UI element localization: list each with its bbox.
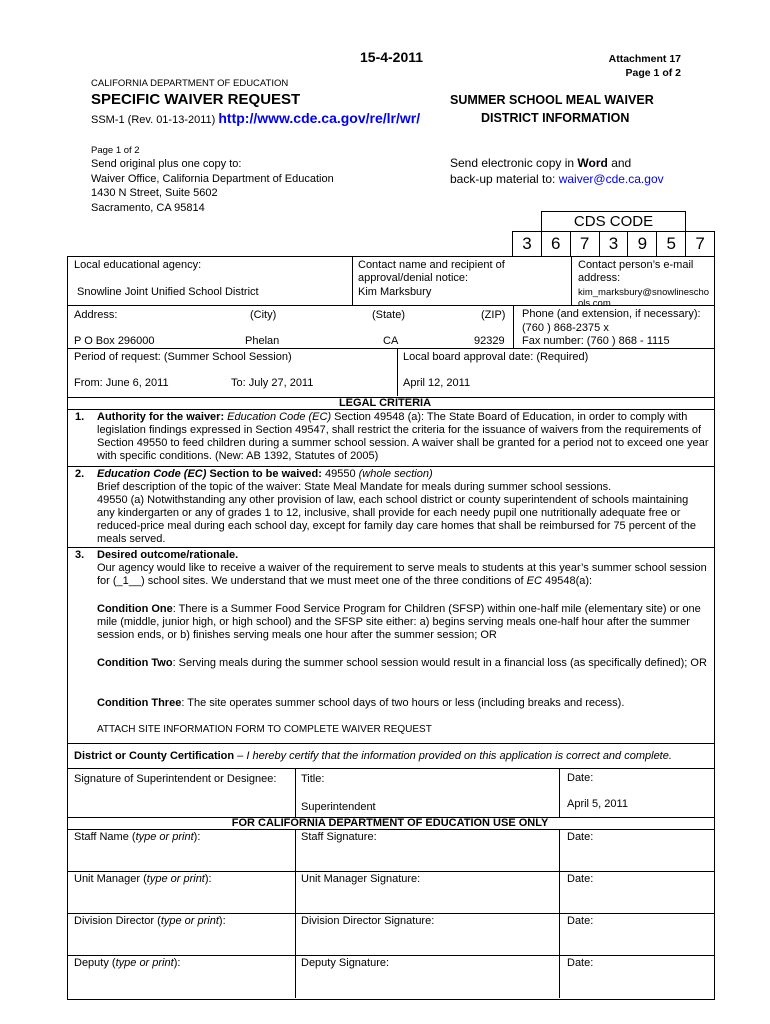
- period-from[interactable]: From: June 6, 2011: [74, 377, 169, 389]
- col-divider: [559, 768, 560, 817]
- period-label: Period of request: (Summer School Session): [74, 351, 292, 363]
- waiver-email-link[interactable]: waiver@cde.ca.gov: [558, 171, 664, 186]
- col-divider: [352, 256, 353, 305]
- item1-ref: Education Code (EC): [224, 411, 332, 423]
- electronic-suffix: and: [607, 156, 632, 170]
- cds-digit[interactable]: 3: [522, 234, 532, 253]
- item3-lead: Desired outcome/rationale.: [97, 549, 239, 561]
- item1-text: Section 49548 (a): The State Board of Education, in order to comply with legislation findings expressed in Section 49547, shall restrict the criteria for the issuance of waivers from the requirements of Section 49550 to feed children during a summer school session. A waiver shall be granted for a period not to exceed one year with specific conditions. (New: AB 1392, Statutes of 2005): [97, 411, 709, 462]
- cds-digit[interactable]: 3: [599, 232, 628, 256]
- item2-lead2: Section to be waived:: [206, 468, 322, 480]
- paren-open: (: [140, 873, 147, 885]
- paren-open: (: [128, 831, 136, 843]
- period-to[interactable]: To: July 27, 2011: [231, 377, 314, 389]
- row-divider: [68, 348, 714, 349]
- condition-three: [97, 697, 709, 710]
- cde-signature-field[interactable]: Deputy Signature:: [301, 957, 390, 969]
- signature-label[interactable]: Signature of Superintendent or Designee:: [74, 773, 277, 785]
- row-divider: [68, 829, 714, 830]
- legal-item-section: [97, 468, 709, 546]
- row-divider: [68, 547, 714, 548]
- row-divider: [68, 955, 714, 956]
- cond1-lead: Condition One: [97, 603, 173, 615]
- item3-ec: EC: [526, 575, 542, 587]
- cds-code-digits: [512, 231, 715, 257]
- form-id: SSM-1 (Rev. 01-13-2011): [91, 114, 216, 126]
- state-value[interactable]: CA: [383, 335, 399, 347]
- cde-name-field[interactable]: [74, 957, 180, 969]
- row-divider: [68, 768, 714, 769]
- backup-prefix: back-up material to:: [450, 171, 559, 186]
- cde-name-label: Division Director: [74, 915, 155, 927]
- item2-sec[interactable]: 49550: [321, 468, 359, 480]
- zip-label: (ZIP): [481, 309, 506, 321]
- title-value[interactable]: Superintendent: [301, 801, 376, 813]
- department-name: CALIFORNIA DEPARTMENT OF EDUCATION: [91, 78, 289, 89]
- state-label: (State): [372, 309, 406, 321]
- cond2-lead: Condition Two: [97, 657, 173, 669]
- certification-text: – I hereby certify that the information provided on this application is correct and complete.: [234, 750, 672, 762]
- cde-date-field[interactable]: Date:: [567, 873, 594, 885]
- email-value[interactable]: kim_marksbury@snowlineschools.com: [578, 287, 710, 309]
- word-label: Word: [577, 156, 608, 170]
- city-label: (City): [250, 309, 277, 321]
- mailing-page: Page 1 of 2: [91, 145, 140, 156]
- mailing-line: Waiver Office, California Department of Education: [91, 172, 334, 185]
- address-label: Address:: [74, 309, 118, 321]
- title-label: Title:: [301, 773, 325, 785]
- electronic-prefix: Send electronic copy in: [450, 156, 578, 170]
- certification-lead: District or County Certification: [74, 750, 235, 762]
- paren-close: ):: [218, 915, 226, 927]
- mailing-line: Send original plus one copy to:: [91, 158, 242, 170]
- col-divider: [295, 768, 296, 817]
- cde-name-field[interactable]: [74, 873, 212, 885]
- cde-signature-field[interactable]: Division Director Signature:: [301, 915, 435, 927]
- phone-label: Phone (and extension, if necessary):: [522, 308, 701, 320]
- row-divider: [68, 913, 714, 914]
- cde-date-field[interactable]: Date:: [567, 957, 594, 969]
- paren-close: ):: [193, 831, 201, 843]
- condition-two: [97, 657, 709, 670]
- attach-instruction: ATTACH SITE INFORMATION FORM TO COMPLETE WAIVER REQUEST: [97, 724, 432, 735]
- cds-digit[interactable]: 7: [685, 232, 714, 256]
- cde-name-label: Staff Name: [74, 831, 129, 843]
- item-number: 1.: [75, 411, 85, 423]
- attachment-number: Attachment 17: [608, 53, 681, 65]
- page-title: SPECIFIC WAIVER REQUEST: [91, 91, 301, 108]
- item2-brief[interactable]: Brief description of the topic of the waiver: State Meal Mandate for meals during summer school sessions.: [97, 481, 612, 493]
- board-approval-label: Local board approval date: (Required): [403, 351, 589, 363]
- agency-value[interactable]: Snowline Joint Unified School District: [77, 286, 259, 298]
- item2-whole: (whole section): [358, 468, 433, 480]
- cds-code-header: [541, 211, 686, 232]
- item2-text: 49550 (a) Notwithstanding any other provision of law, each school district or county superintendent of schools maintaining any kindergarten or any of grades 1 to 12, inclusive, shall provide for each needy pupil one nutritionally adequate free or reduced-price meal during each school day, except for family day care homes that shall be reimbursed for 75 percent of the meals served.: [97, 494, 697, 545]
- mailing-line: Sacramento, CA 95814: [91, 201, 205, 214]
- type-print-hint: type or print: [115, 957, 174, 969]
- district-info-title: DISTRICT INFORMATION: [481, 111, 630, 125]
- electronic-copy-block: [450, 156, 664, 187]
- certification-statement: [74, 750, 672, 762]
- row-divider: [68, 409, 714, 410]
- item3-tail: 49548(a):: [541, 575, 593, 587]
- cond3-lead: Condition Three: [97, 697, 182, 709]
- type-print-hint: type or print: [135, 831, 194, 843]
- cde-signature-field[interactable]: Unit Manager Signature:: [301, 873, 421, 885]
- fax-value[interactable]: Fax number: (760 ) 868 - 1115: [522, 335, 670, 347]
- paren-close: ):: [173, 957, 181, 969]
- item-number: 3.: [75, 549, 85, 561]
- cde-name-label: Deputy: [74, 957, 109, 969]
- col-divider: [571, 256, 572, 305]
- cde-use-heading: FOR CALIFORNIA DEPARTMENT OF EDUCATION USE ONLY: [231, 817, 549, 829]
- form-id-line: [91, 110, 420, 126]
- street-value[interactable]: P O Box 296000: [74, 335, 155, 347]
- cds-digit[interactable]: 7: [570, 232, 599, 256]
- legal-criteria-heading: LEGAL CRITERIA: [338, 397, 432, 409]
- cde-name-label: Unit Manager: [74, 873, 141, 885]
- attachment-label: [609, 52, 681, 80]
- legal-item-authority: [97, 411, 709, 463]
- paren-open: (: [108, 957, 116, 969]
- item1-lead: Authority for the waiver:: [97, 411, 225, 423]
- mailing-address-block: [91, 157, 334, 215]
- paren-close: ):: [204, 873, 212, 885]
- date-value[interactable]: April 5, 2011: [567, 798, 628, 810]
- row-divider: [68, 871, 714, 872]
- form-date: 15-4-2011: [360, 49, 424, 65]
- cde-date-field[interactable]: Date:: [567, 831, 594, 843]
- phone-value[interactable]: (760 ) 868-2375 x: [522, 322, 609, 334]
- cde-name-field[interactable]: [74, 831, 200, 843]
- cde-signature-field[interactable]: Staff Signature:: [301, 831, 377, 843]
- cde-waiver-link[interactable]: http://www.cde.ca.gov/re/lr/wr/: [218, 110, 421, 126]
- item-number: 2.: [75, 468, 85, 480]
- waiver-title: SUMMER SCHOOL MEAL WAIVER: [450, 93, 654, 107]
- page-indicator: Page 1 of 2: [625, 67, 681, 79]
- type-print-hint: type or print: [146, 873, 205, 885]
- contact-value[interactable]: Kim Marksbury: [358, 286, 432, 298]
- cond1-text: : There is a Summer Food Service Program for Children (SFSP) within one-half mile (elementary site) or one mile (middle, junior high, or high school) and the SFSP site either: a) begins serving meals one-half hour after the summer session ends, or b) finishes serving meals one hour after the summer session; OR: [97, 603, 701, 641]
- contact-label: Contact name and recipient of approval/denial notice:: [358, 259, 505, 284]
- zip-value[interactable]: 92329: [474, 335, 505, 347]
- cds-code-label: CDS CODE: [573, 213, 654, 230]
- board-approval-date[interactable]: April 12, 2011: [403, 377, 471, 389]
- cde-name-field[interactable]: [74, 915, 226, 927]
- cds-digit[interactable]: 9: [627, 232, 656, 256]
- cond3-text: : The site operates summer school days of two hours or less (including breaks and recess).: [181, 697, 625, 709]
- type-print-hint: type or print: [160, 915, 219, 927]
- condition-one: [97, 603, 709, 642]
- paren-open: (: [154, 915, 161, 927]
- mailing-line: 1430 N Street, Suite 5602: [91, 187, 218, 199]
- col-divider: [513, 305, 514, 348]
- item2-lead: Education Code (EC): [97, 468, 207, 480]
- col-divider: [397, 348, 398, 396]
- legal-item-outcome: [97, 549, 709, 588]
- cde-date-field[interactable]: Date:: [567, 915, 594, 927]
- cds-digit[interactable]: 6: [541, 232, 570, 256]
- email-label: Contact person’s e-mail address:: [578, 259, 694, 284]
- cds-digit[interactable]: 5: [656, 232, 685, 256]
- item3-text: Our agency would like to receive a waiver of the requirement to serve meals to students at this year’s summer school session for (_1__) school sites. We understand that we must meet one of the three conditions of: [97, 562, 707, 587]
- date-label: Date:: [567, 772, 594, 784]
- cond2-text: : Serving meals during the summer school session would result in a financial loss (as specifically defined); OR: [172, 657, 707, 669]
- city-value[interactable]: Phelan: [245, 335, 280, 347]
- row-divider: [68, 466, 714, 467]
- agency-label: Local educational agency:: [74, 259, 202, 271]
